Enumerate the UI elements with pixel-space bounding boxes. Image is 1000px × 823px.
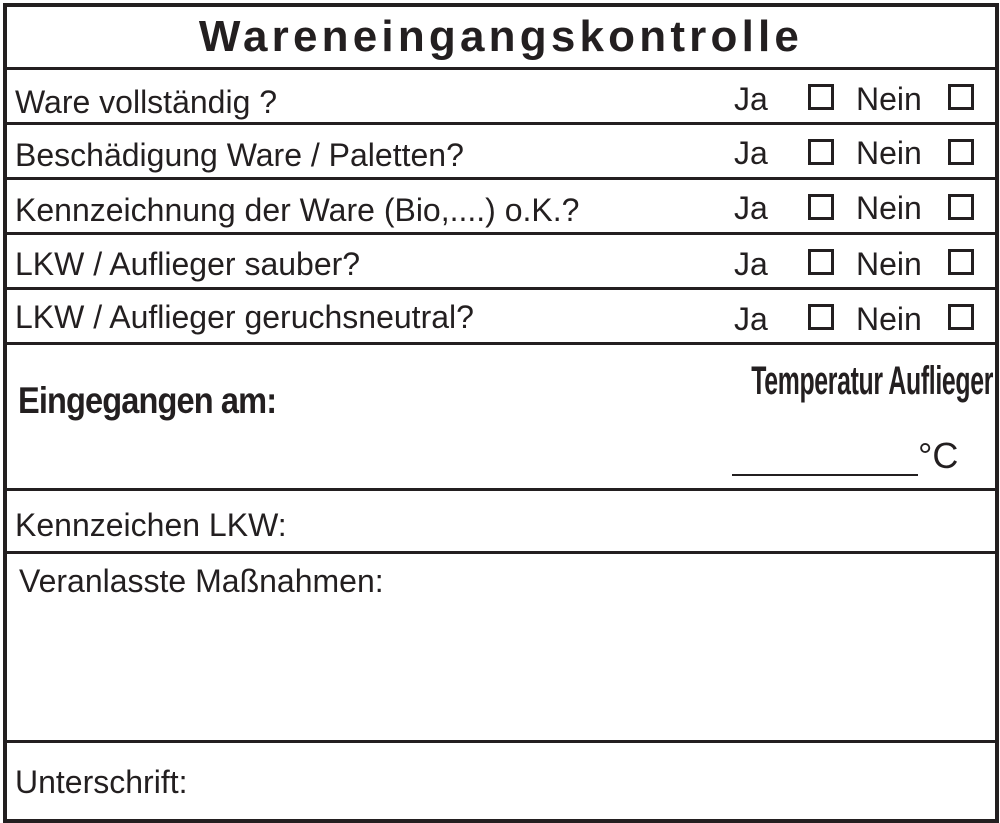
yes-checkbox[interactable] <box>808 304 834 330</box>
incoming-goods-form <box>3 3 999 823</box>
no-checkbox[interactable] <box>948 249 974 275</box>
no-label: Nein <box>856 81 922 117</box>
form-title: Wareneingangskontrolle <box>198 12 804 61</box>
question-label: Beschädigung Ware / Paletten? <box>15 137 464 173</box>
no-label: Nein <box>856 301 922 337</box>
question-row-clean <box>7 235 995 287</box>
temperature-label: Temperatur Auflieger <box>751 359 993 403</box>
temperature-input-line[interactable] <box>732 474 918 476</box>
received-date-label: Eingegangen am: <box>18 380 277 421</box>
divider <box>7 551 995 554</box>
license-plate-label: Kennzeichen LKW: <box>15 507 287 543</box>
question-row-complete <box>7 70 995 122</box>
temperature-unit: °C <box>918 435 959 476</box>
measures-label: Veranlasste Maßnahmen: <box>19 563 384 599</box>
yes-label: Ja <box>734 301 768 337</box>
yes-label: Ja <box>734 190 768 226</box>
divider <box>7 488 995 491</box>
no-checkbox[interactable] <box>948 304 974 330</box>
divider <box>7 342 995 345</box>
signature-label: Unterschrift: <box>15 764 188 800</box>
question-label: Kennzeichnung der Ware (Bio,....) o.K.? <box>15 192 580 228</box>
yes-label: Ja <box>734 246 768 282</box>
yes-checkbox[interactable] <box>808 84 834 110</box>
no-label: Nein <box>856 246 922 282</box>
no-label: Nein <box>856 190 922 226</box>
yes-checkbox[interactable] <box>808 194 834 220</box>
question-label: Ware vollständig ? <box>15 84 278 120</box>
question-row-odour <box>7 290 995 342</box>
no-checkbox[interactable] <box>948 84 974 110</box>
no-checkbox[interactable] <box>948 139 974 165</box>
question-row-damage <box>7 125 995 177</box>
yes-checkbox[interactable] <box>808 139 834 165</box>
yes-label: Ja <box>734 81 768 117</box>
question-row-labelling <box>7 180 995 232</box>
yes-label: Ja <box>734 135 768 171</box>
yes-checkbox[interactable] <box>808 249 834 275</box>
no-checkbox[interactable] <box>948 194 974 220</box>
divider <box>7 740 995 743</box>
question-label: LKW / Auflieger geruchsneutral? <box>15 299 474 335</box>
no-label: Nein <box>856 135 922 171</box>
question-label: LKW / Auflieger sauber? <box>15 246 361 282</box>
